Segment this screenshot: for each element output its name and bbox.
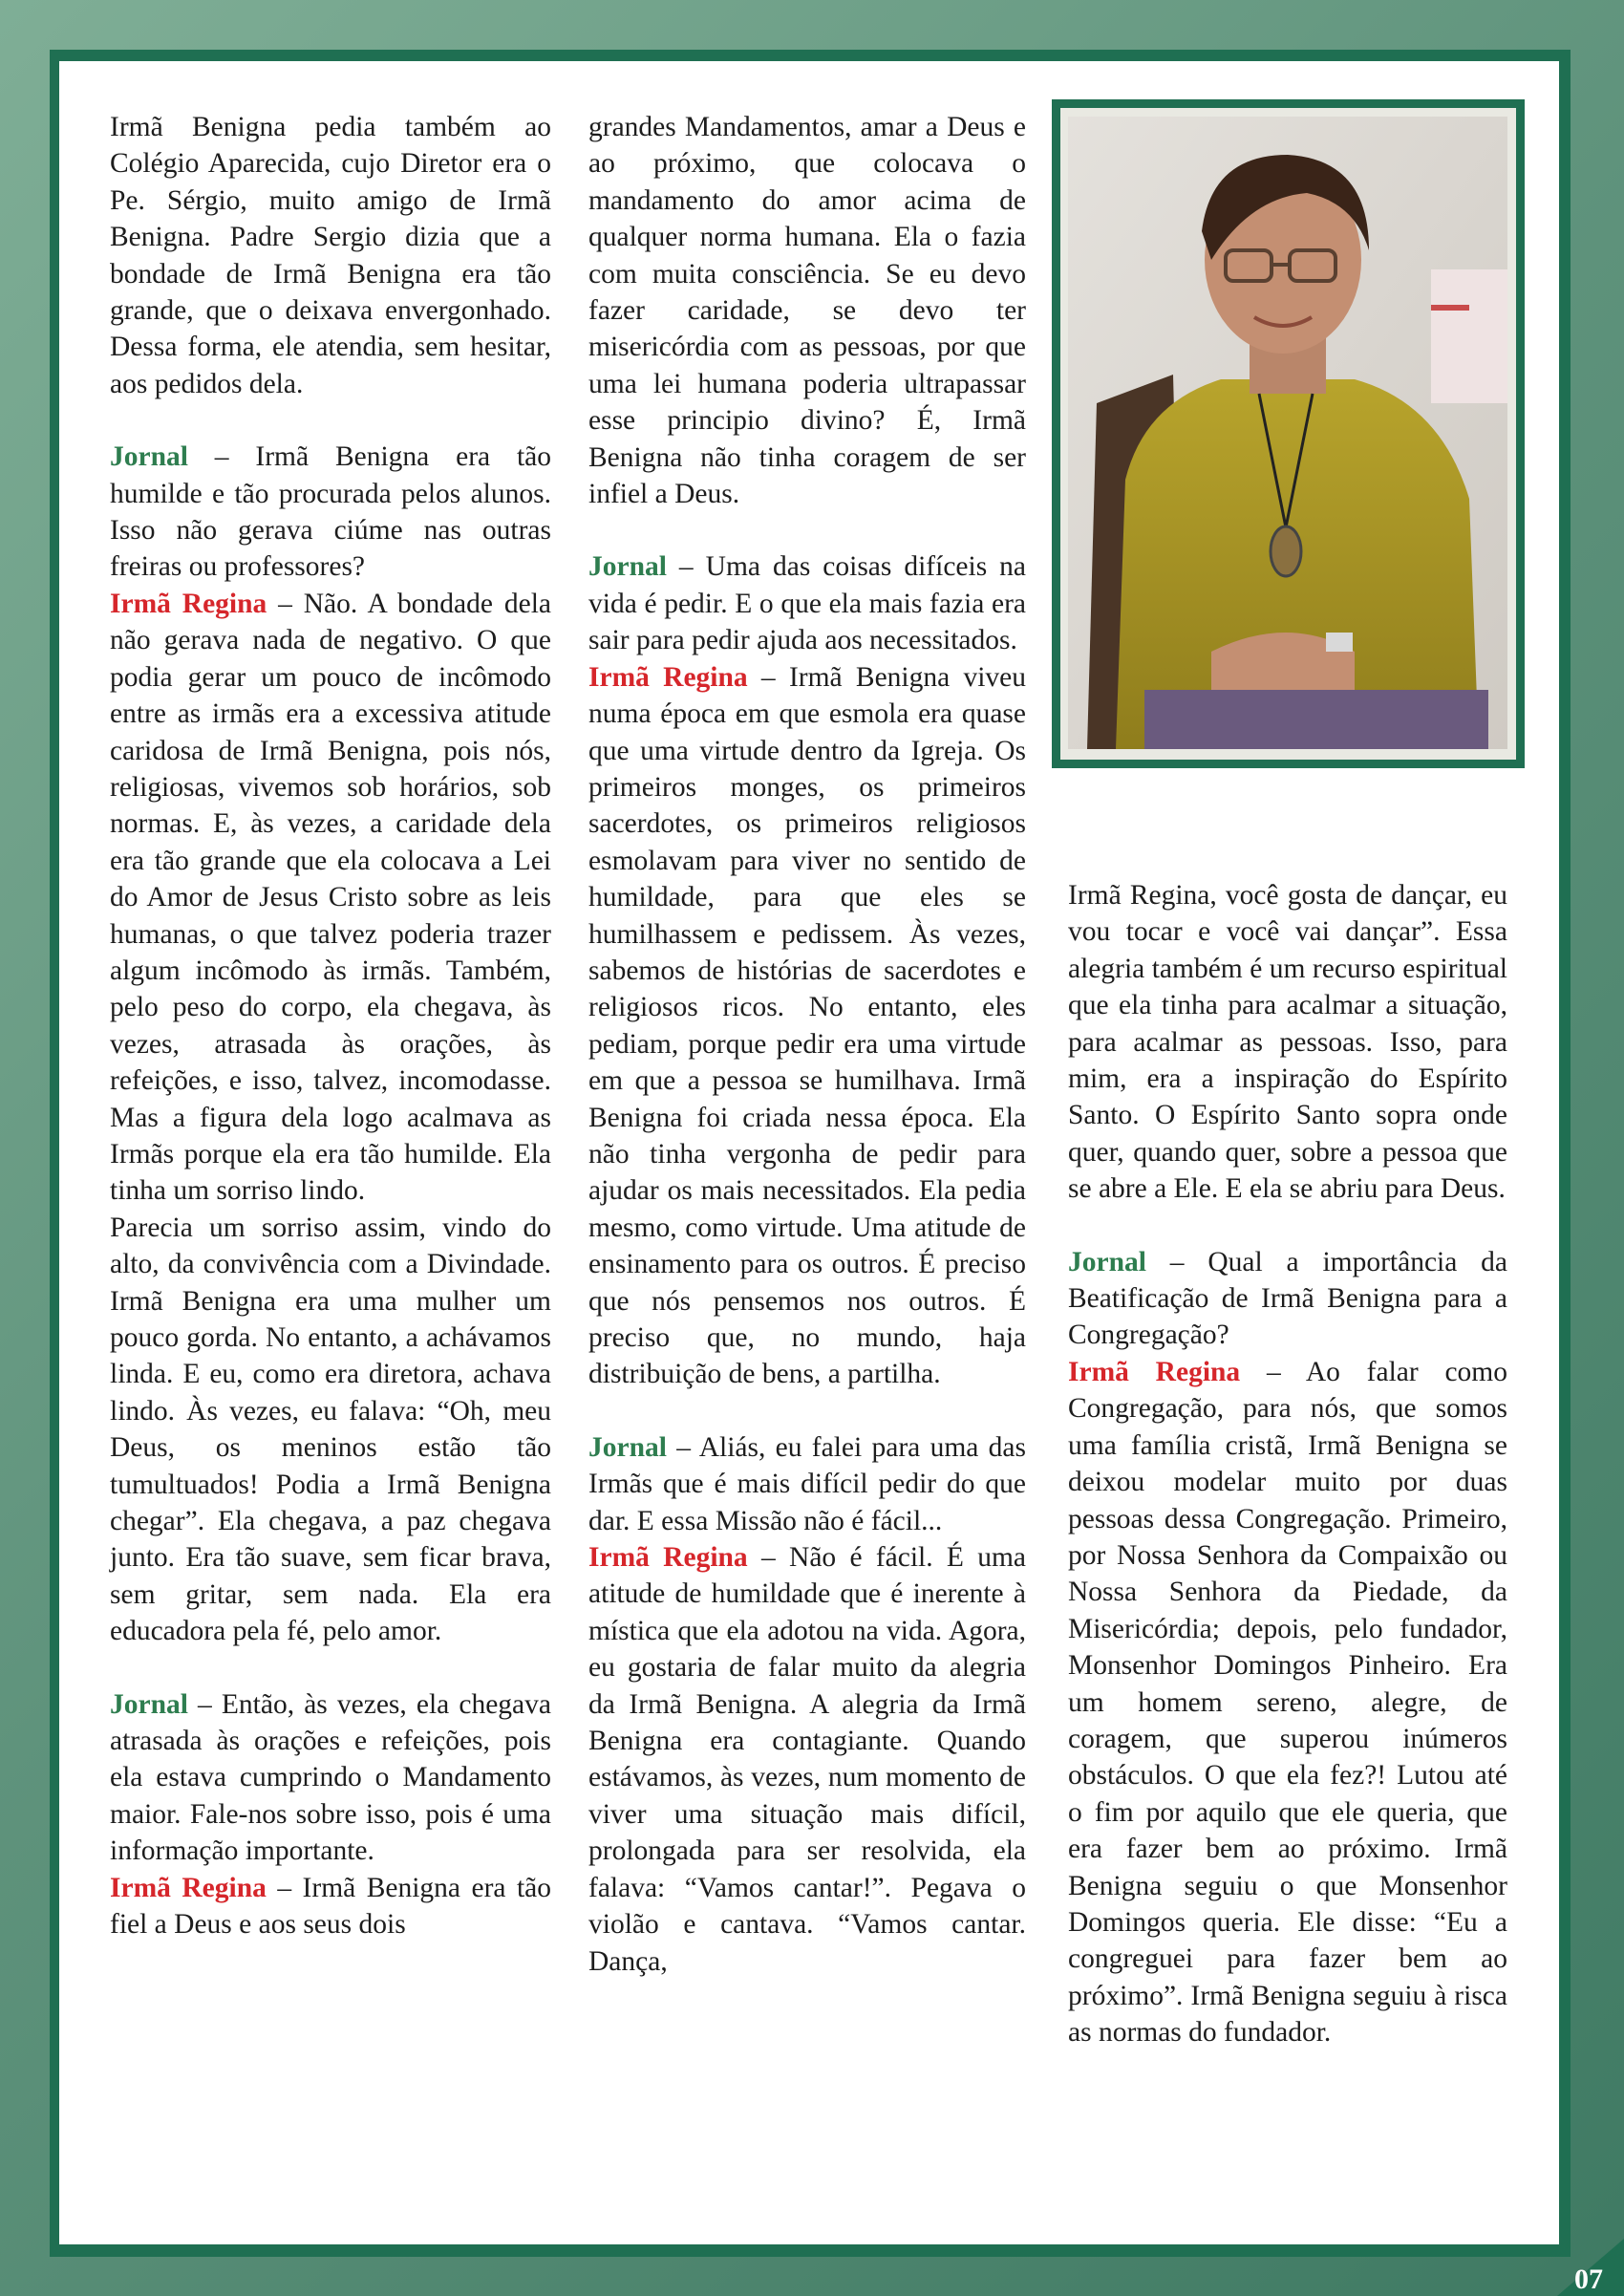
speaker-jornal: Jornal [110,441,188,473]
speaker-regina: Irmã Regina [588,661,748,693]
answer-text: – Não é fácil. É uma atitude de humildade que é inerente à mística que ela adotou na vida. Agora, eu gostaria de falar muito da alegria da Irmã Benigna. A alegria da Irmã Benigna era contagiante. Quando estávamos, às vezes, num momento de viver uma situação mais difícil, prolongada para ser resolvida, ela falava: “Vamos cantar!”. Pegava o violão e cantava. “Vamos cantar. Dança, [588,1542,1026,1977]
question-text: – Irmã Benigna era tão humilde e tão procurada pelos alunos. Isso não gerava ciúme nas outras freiras ou professores? [110,441,551,583]
question-text: – Aliás, eu falei para uma das Irmãs que é mais difícil pedir do que dar. E essa Missão não é fácil... [588,1431,1026,1536]
page-number: 07 [1574,2264,1603,2295]
paragraph: Irmã Regina, você gosta de dançar, eu vou tocar e você vai dançar”. Essa alegria também é um recurso espiritual que ela tinha para acalmar a situação, para acalmar as pessoas. Isso, para mim, era a inspiração do Espírito Santo. O Espírito Santo sopra onde quer, quando quer, sobre a pessoa que se abre a Ele. E ela se abriu para Deus. [1068,880,1507,1205]
question-text: – Uma das coisas difíceis na vida é pedir. E o que ela mais fazia era sair para pedir ajuda aos necessitados. [588,551,1026,656]
answer-text: – Irmã Benigna era tão fiel a Deus e aos seus dois [110,1872,552,1941]
speaker-regina: Irmã Regina [110,588,267,619]
paragraph: Parecia um sorriso assim, vindo do alto, da convivência com a Divindade. Irmã Benigna era uma mulher um pouco gorda. No entanto, a achávamos linda. E eu, como era diretora, achava lindo. Às vezes, eu falava: “Oh, meu Deus, os meninos estão tão tumultuados! Podia a Irmã Benigna chegar”. Ela chegava, a paz chegava junto. Era tão suave, sem ficar brava, sem gritar, sem nada. Ela era educadora pela fé, pelo amor. [110,1212,551,1647]
speaker-jornal: Jornal [110,1688,188,1720]
answer-text: – Não. A bondade dela não gerava nada de negativo. O que podia gerar um pouco de incômodo entre as irmãs era a excessiva atitude caridosa de Irmã Benigna, pois nós, religiosas, vivemos sob horários, sob normas. E, às vezes, a caridade dela era tão grande que ela colocava a Lei do Amor de Jesus Cristo sobre as leis humanas, o que talvez poderia trazer algum incômodo às irmãs. Também, pelo peso do corpo, ela chegava, às vezes, atrasada às orações, às refeições, e isso, talvez, incomodasse. Mas a figura dela logo acalmava as Irmãs porque ela era tão humilde. Ela tinha um sorriso lindo. [110,588,551,1207]
speaker-regina: Irmã Regina [588,1542,748,1574]
answer-paragraph [588,1539,1026,1980]
question-paragraph [110,439,551,586]
text-column-3 [1068,877,1507,2051]
text-column-2 [588,109,1026,1980]
question-text: – Qual a importância da Beatificação de Irmã Benigna para a Congregação? [1068,1246,1507,1351]
answer-text: – Irmã Benigna viveu numa época em que esmola era quase que uma virtude dentro da Igreja. Os primeiros monges, os primeiros sacerdotes, os primeiros religiosos esmolavam para viver no sentido de humildade, para que eles se humilhassem e pedissem. Às vezes, sabemos de histórias de sacerdotes e religiosos ricos. No entanto, eles pediam, porque pedir era uma virtude em que a pessoa se humilhava. Irmã Benigna foi criada nessa época. Ela não tinha vergonha de pedir para ajudar os mais necessitados. Ela pedia mesmo, como virtude. Uma atitude de ensinamento para os outros. É preciso que nós pensemos nos outros. É preciso que, no mundo, haja distribuição de bens, a partilha. [588,661,1026,1390]
question-paragraph [1068,1244,1507,1354]
answer-paragraph [110,586,551,1210]
speaker-jornal: Jornal [588,1431,667,1463]
paragraph: grandes Mandamentos, amar a Deus e ao próximo, que colocava o mandamento do amor acima de qualquer norma humana. Ela o fazia com muita consciência. Se eu devo fazer caridade, se devo ter misericórdia com as pessoas, por que uma lei humana poderia ultrapassar esse principio divino? É, Irmã Benigna não tinha coragem de ser infiel a Deus. [588,112,1026,510]
question-paragraph [588,1429,1026,1539]
speaker-jornal: Jornal [1068,1246,1146,1277]
question-text: – Então, às vezes, ela chegava atrasada às orações e refeições, pois ela estava cumprindo o Mandamento maior. Fale-nos sobre isso, pois é uma informação importante. [110,1688,551,1867]
speaker-jornal: Jornal [588,551,667,583]
answer-paragraph [1068,1354,1507,2051]
question-paragraph [110,1686,551,1870]
speaker-regina: Irmã Regina [110,1872,267,1903]
answer-paragraph [588,659,1026,1393]
text-column-1 [110,109,551,1943]
portrait-photo [1068,117,1507,749]
question-paragraph [588,548,1026,658]
speaker-regina: Irmã Regina [1068,1356,1241,1387]
paragraph: Irmã Benigna pedia também ao Colégio Aparecida, cujo Diretor era o Pe. Sérgio, muito amigo de Irmã Benigna. Padre Sergio dizia que a bondade de Irmã Benigna era tão grande, que o deixava envergonhado. Dessa forma, ele atendia, sem hesitar, aos pedidos dela. [110,112,551,399]
portrait-illustration [1068,117,1507,749]
answer-text: – Ao falar como Congregação, para nós, que somos uma família cristã, Irmã Benigna se deixou modelar muito por duas pessoas dessa Congregação. Primeiro, por Nossa Senhora da Compaixão ou Nossa Senhora da Piedade, da Misericórdia; depois, pelo fundador, Monsenhor Domingos Pinheiro. Era um homem sereno, alegre, de coragem, que superou inúmeros obstáculos. O que ela fez?! Lutou até o fim por aquilo que ele queria, que era fazer bem ao próximo. Irmã Benigna seguiu o que Monsenhor Domingos queria. Ele disse: “Eu a congreguei para fazer bem ao próximo”. Irmã Benigna seguiu à risca as normas do fundador. [1068,1356,1507,2049]
answer-paragraph [110,1870,551,1943]
